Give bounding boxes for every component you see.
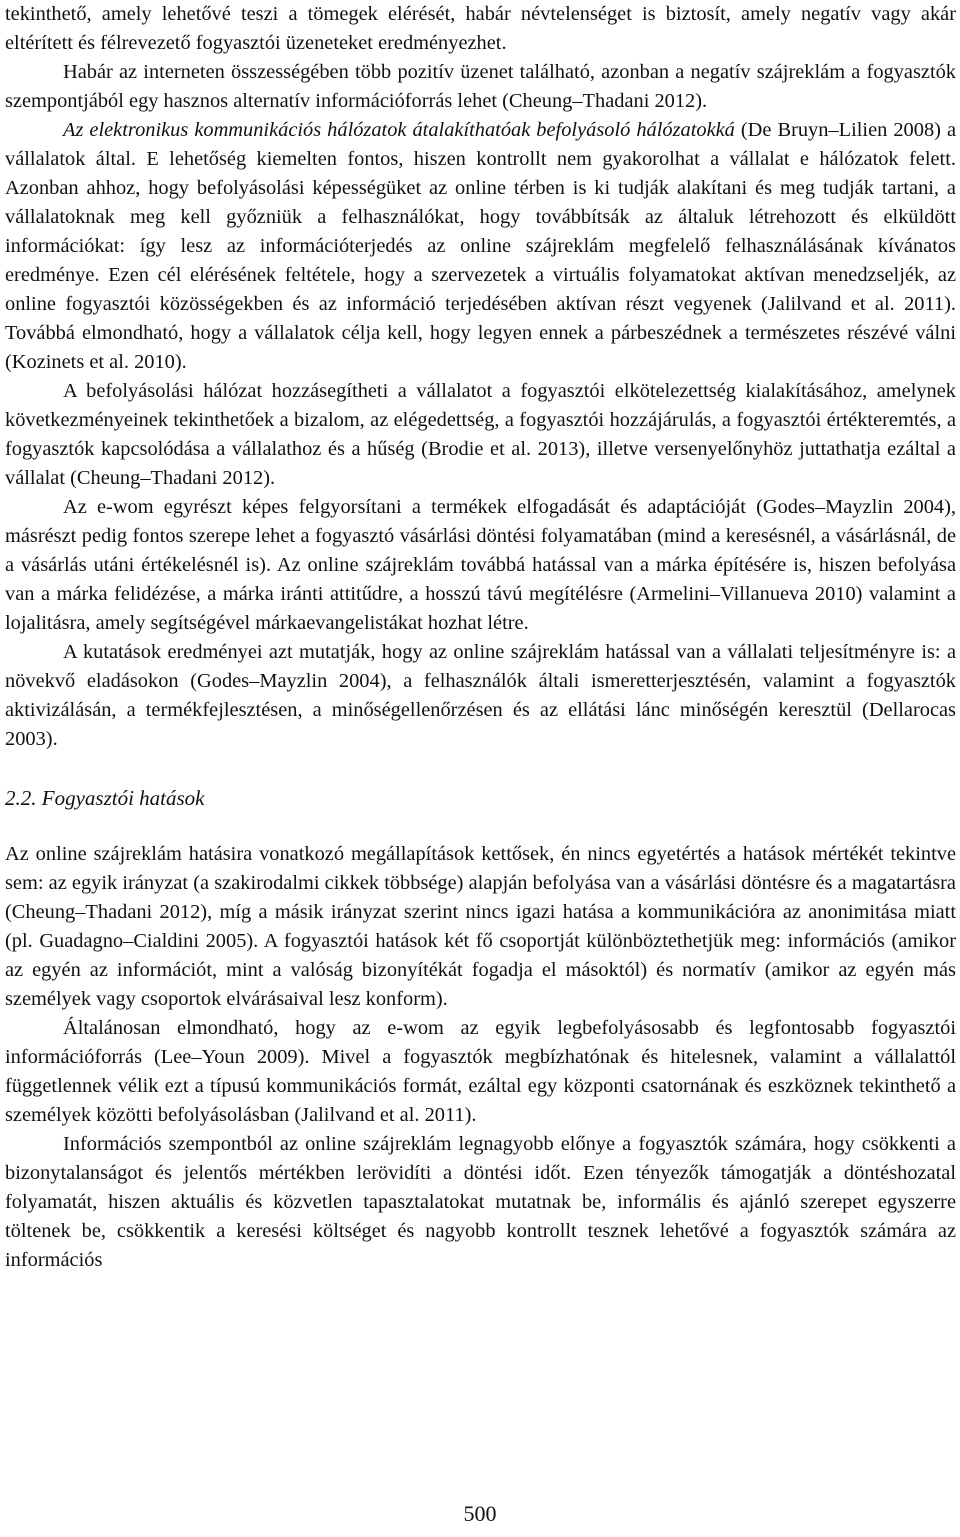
document-page (5, 0, 956, 1275)
paragraph-information-source: Általánosan elmondható, hogy az e-wom az egyik legbefolyásosabb és legfontosabb fogyasztói információforrás (Lee–Youn 2009). Mivel a fogyasztók megbízhatónak és hitelesnek, valamint a vállalattól függetlennek vélik ezt a típusú kommunikációs formát, ezáltal egy központi csatornának és eszköznek tekinthető a személyek közötti befolyásolásban (Jalilvand et al. 2011). (5, 1017, 956, 1126)
paragraph-consumer-effects: Az online szájreklám hatásira vonatkozó megállapítások kettősek, én nincs egyetértés a hatások mértékét tekintve sem: az egyik irányzat (a szakirodalmi cikkek többsége) alapján befolyása van a vásárlási döntésre és a magatartásra (Cheung–Thadani 2012), míg a másik irányzat szerint nincs igazi hatása a kommunikációra az anonimitása miatt (pl. Guadagno–Cialdini 2005). A fogyasztói hatások két fő csoportját különböztethetjük meg: információs (amikor az egyén az információt, mint a valóság bizonyítékát fogadja el másoktól) és normatív (amikor az egyén más személyek vagy csoportok elvárásaival lesz konform). (5, 843, 956, 1010)
paragraph-influence-network-benefits: A befolyásolási hálózat hozzásegítheti a vállalatot a fogyasztói elkötelezettség kialakításához, amelynek következményeinek tekinthetőek a bizalom, az elégedettség, a fogyasztói hozzájárulás, a fogyasztói értékteremtés, a fogyasztók kapcsolódása a vállalathoz és a hűség (Brodie et al. 2013), illetve versenyelőnyhöz juttathatja ezáltal a vállalat (Cheung–Thadani 2012). (5, 380, 956, 489)
paragraph-negative-wom: Habár az interneten összességében több pozitív üzenet található, azonban a negatív szájreklám a fogyasztók szempontjából egy hasznos alternatív információforrás lehet (Cheung–Thadani 2012). (5, 61, 956, 112)
section-heading: 2.2. Fogyasztói hatások (5, 786, 205, 810)
paragraph-continuation: tekinthető, amely lehetővé teszi a tömegek elérését, habár névtelenséget is biztosít, amely negatív vagy akár eltérített és félrevezető fogyasztói üzeneteket eredményezhet. (5, 3, 956, 54)
paragraph-influence-networks (5, 116, 956, 377)
paragraph-information-benefits: Információs szempontból az online szájreklám legnagyobb előnye a fogyasztók számára, hogy csökkenti a bizonytalanságot és jelentős mértékben lerövidíti a döntési időt. Ezen tényezők támogatják a döntéshozatal folyamatát, hiszen aktuális és közvetlen tapasztalatokat mutatnak be, informális és ajánló szerepet egyszerre töltenek be, csökkentik a keresési költséget és nagyobb kontrollt tesznek lehetővé a fogyasztók számára az információs (5, 1133, 956, 1271)
page-number: 500 (463, 1501, 497, 1526)
italic-phrase: Az elektronikus kommunikációs hálózatok átalakíthatóak befolyásoló hálózatokká (63, 119, 735, 141)
paragraph-research-results: A kutatások eredményei azt mutatják, hogy az online szájreklám hatással van a vállalati teljesítményre is: a növekvő eladásokon (Godes–Mayzlin 2004), a felhasználók általi ismeretterjesztésén, valamint a fogyasztók aktivizálásán, a termékfejlesztésen, a minőségellenőrzésen és az ellátási lánc minőségén keresztül (Dellarocas 2003). (5, 641, 956, 750)
paragraph-ewom-adoption: Az e-wom egyrészt képes felgyorsítani a termékek elfogadását és adaptációját (Godes–Mayzlin 2004), másrészt pedig fontos szerepe lehet a fogyasztó vásárlási döntési folyamatában (mind a keresésnél, a vásárlásnál, de a vásárlás utáni értékelésnél is). Az online szájreklám továbbá hatással van a márka építésére is, hiszen befolyása van a márka felidézése, a márka iránti attitűdre, a hosszú távú megítélésre (Armelini–Villanueva 2010) valamint a lojalitásra, amely segítségével márkaevangelistákat hozhat létre. (5, 496, 956, 634)
paragraph-text: (De Bruyn–Lilien 2008) a vállalatok által. E lehetőség kiemelten fontos, hiszen kontrollt nem gyakorolhat a vállalat e hálózatok felett. Azonban ahhoz, hogy befolyásolási képességüket az online térben is ki tudják alakítani és meg tudják tartani, a vállalatoknak meg kell győzniük a felhasználókat, hogy továbbítsák az általuk létrehozott és elküldött információkat: így lesz az információterjedés az online szájreklám megfelelő felhasználásának kívánatos eredménye. Ezen cél elérésének feltétele, hogy a szervezetek a virtuális folyamatokat aktívan menedzseljék, az online fogyasztói közösségekben és az információ terjedésében aktívan részt vegyenek (Jalilvand et al. 2011). Továbbá elmondható, hogy a vállalatok célja kell, hogy legyen ennek a párbeszédnek a természetes részévé válni (Kozinets et al. 2010). (5, 119, 956, 373)
